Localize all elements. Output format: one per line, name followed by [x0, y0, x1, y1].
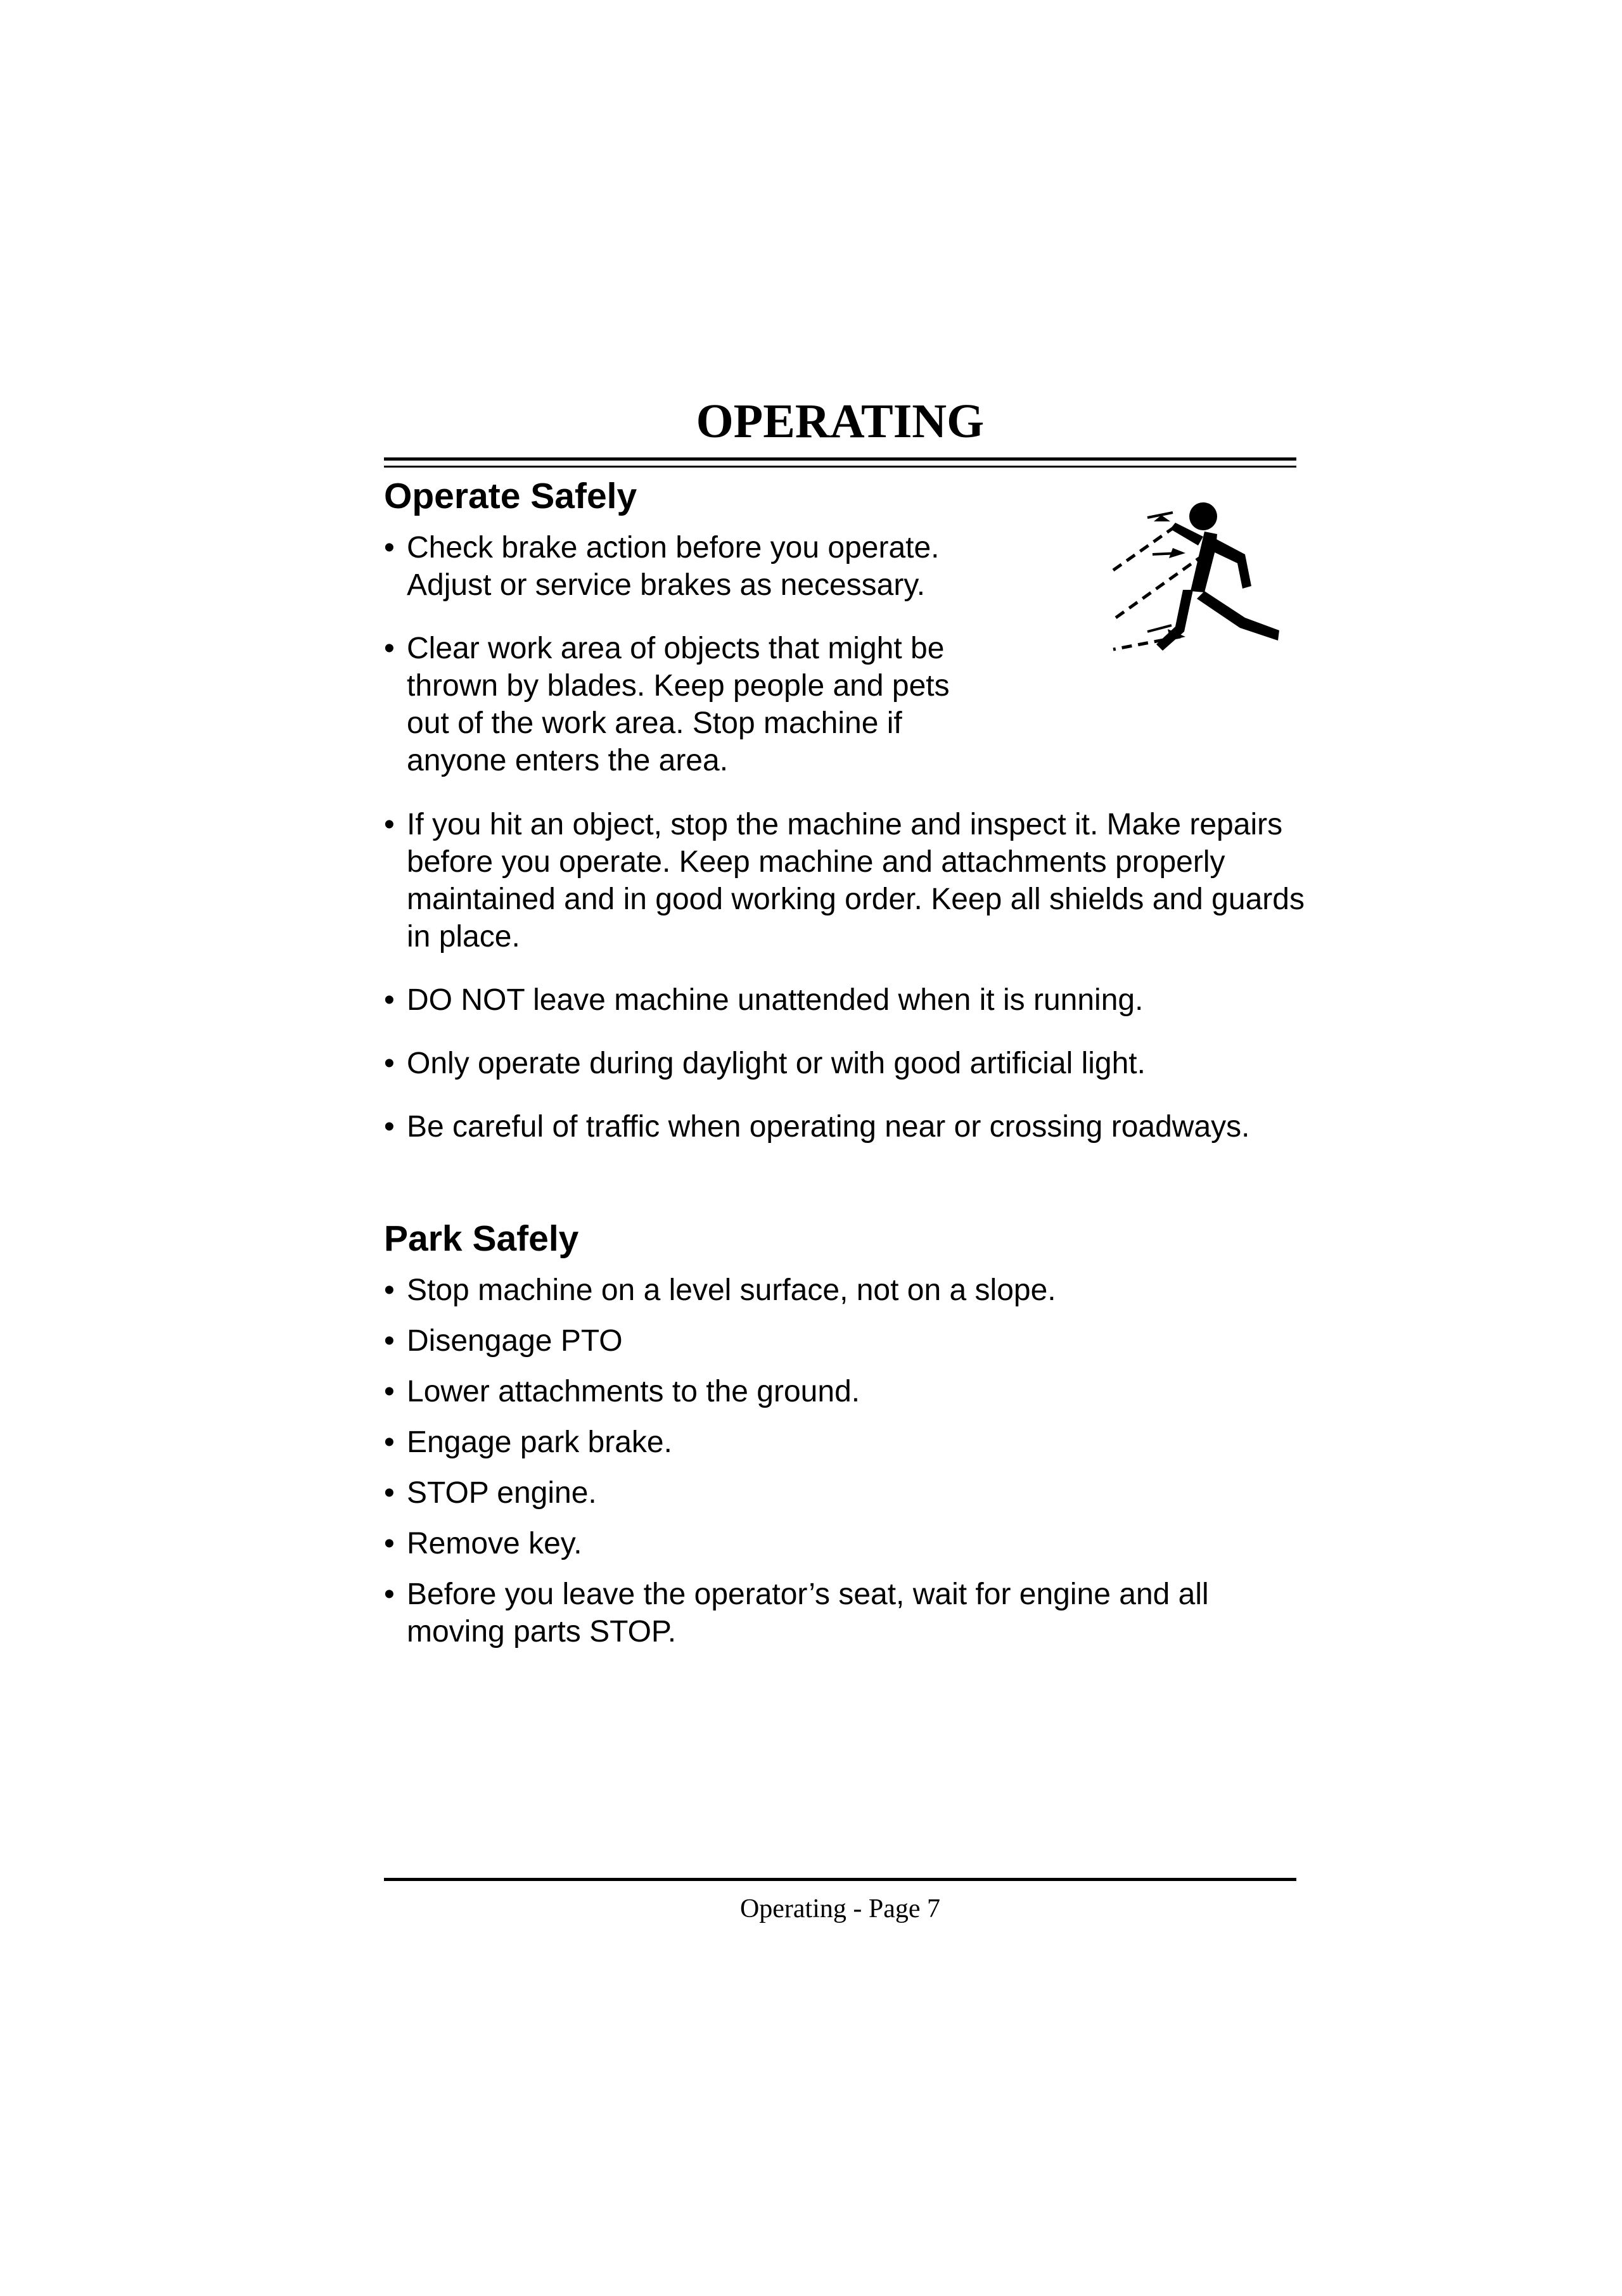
bullet-glyph: •: [384, 1425, 395, 1459]
bullet-glyph: •: [384, 808, 395, 841]
operate-safely-heading: Operate Safely: [384, 476, 637, 516]
list-item: • Only operate during daylight or with good artificial light.: [384, 1045, 1309, 1082]
bullet-glyph: •: [384, 1578, 395, 1611]
bullet-glyph: •: [384, 1527, 395, 1560]
title-double-rule: [384, 457, 1296, 468]
page-footer: Operating - Page 7: [739, 1894, 941, 1923]
list-item: • Engage park brake.: [384, 1424, 1309, 1461]
bullet-glyph: •: [384, 531, 395, 564]
list-item: • STOP engine.: [384, 1474, 1309, 1512]
footer-rule: [384, 1878, 1296, 1881]
park-safely-heading: Park Safely: [384, 1218, 579, 1259]
operate-safely-list: [384, 529, 992, 779]
bullet-glyph: •: [384, 983, 395, 1017]
list-item: • If you hit an object, stop the machine and inspect it. Make repairs before you operate. Keep machine and attachments properly maintained and in good working order. Keep all shields and guards in place.: [384, 806, 1309, 955]
thrown-objects-hazard-icon: [1109, 485, 1300, 662]
list-item: • Check brake action before you operate. Adjust or service brakes as necessary.: [384, 529, 992, 604]
page-title: OPERATING: [696, 395, 985, 448]
bullet-glyph: •: [384, 1476, 395, 1510]
bullet-glyph: •: [384, 1375, 395, 1408]
bullet-glyph: •: [384, 1273, 395, 1307]
bullet-glyph: •: [384, 1324, 395, 1358]
list-item: • Be careful of traffic when operating near or crossing roadways.: [384, 1108, 1309, 1145]
list-item: • Remove key.: [384, 1525, 1309, 1562]
list-item: • Disengage PTO: [384, 1322, 1309, 1360]
list-item: • Clear work area of objects that might be thrown by blades. Keep people and pets out of the work area. Stop machine if anyone enters the area.: [384, 630, 992, 779]
bullet-glyph: •: [384, 632, 395, 665]
bullet-glyph: •: [384, 1110, 395, 1144]
park-safely-list: [384, 1272, 1309, 1650]
bullet-glyph: •: [384, 1047, 395, 1080]
operate-safely-list-continued: [384, 806, 1309, 1145]
list-item: • Lower attachments to the ground.: [384, 1373, 1309, 1410]
list-item: • DO NOT leave machine unattended when it is running.: [384, 981, 1309, 1019]
list-item: • Before you leave the operator’s seat, wait for engine and all moving parts STOP.: [384, 1576, 1309, 1650]
list-item: • Stop machine on a level surface, not on a slope.: [384, 1272, 1309, 1309]
